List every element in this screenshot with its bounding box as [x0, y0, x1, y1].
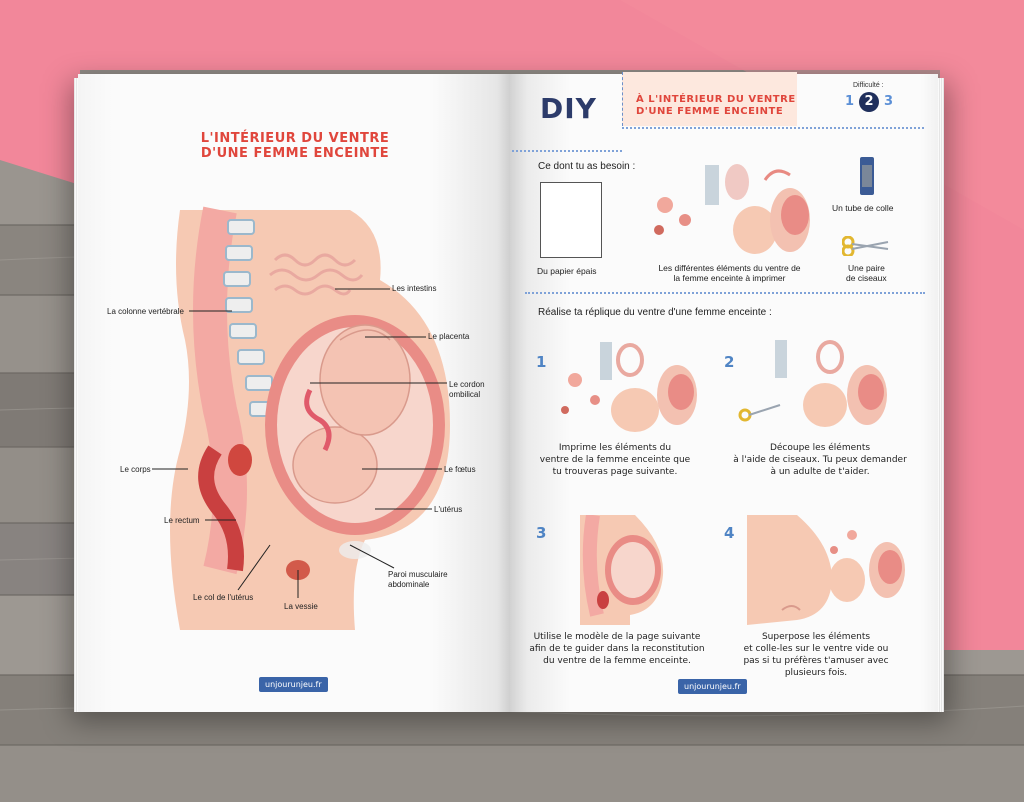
right-title-line-2: D'UNE FEMME ENCEINTE	[636, 106, 784, 117]
label-cordon-2: ombilical	[449, 390, 481, 399]
glue-tube-icon	[860, 157, 874, 195]
printable-elements-illustration	[645, 160, 815, 260]
step-1-line-1: Imprime les éléments du	[558, 443, 672, 453]
difficulty-level-3: 3	[884, 94, 894, 109]
site-tag-left[interactable]: unjourunjeu.fr	[259, 677, 328, 692]
label-corps: Le corps	[120, 465, 151, 474]
label-paroi-1: Paroi musculaire	[388, 570, 448, 579]
step-3-number: 3	[536, 524, 547, 542]
difficulty-label: Difficulté :	[853, 82, 884, 89]
step-3-line-3: du ventre de la femme enceinte.	[543, 656, 691, 666]
label-vessie: La vessie	[284, 602, 318, 611]
step-4-line-4: plusieurs fois.	[784, 668, 848, 678]
label-colonne: La colonne vertébrale	[107, 307, 184, 316]
left-title-line-2: D'UNE FEMME ENCEINTE	[200, 146, 390, 161]
needs-title: Ce dont tu as besoin :	[538, 161, 636, 172]
label-intestins: Les intestins	[392, 284, 437, 293]
step-4-line-1: Superpose les éléments	[761, 632, 871, 642]
label-cordon-1: Le cordon	[449, 380, 485, 389]
steps-title: Réalise ta réplique du ventre d'une femme enceinte :	[538, 307, 772, 318]
step-2-line-2: à l'aide de ciseaux. Tu peux demander	[733, 455, 907, 465]
step-4-number: 4	[724, 524, 735, 542]
label-foetus: Le fœtus	[444, 465, 476, 474]
step-1-number: 1	[536, 353, 547, 371]
needs-elements-2: la femme enceinte à imprimer	[673, 273, 786, 283]
right-title-line-1: À L'INTÉRIEUR DU VENTRE	[636, 94, 796, 105]
step-4-text	[726, 631, 906, 679]
needs-elements-1: Les différentes éléments du ventre de	[658, 263, 801, 273]
needs-paper: Du papier épais	[537, 266, 597, 276]
step-3-text	[522, 631, 712, 667]
dotted-divider-middle	[525, 292, 925, 294]
step-4-illustration	[742, 515, 912, 625]
dotted-divider-top-left	[512, 150, 622, 152]
needs-glue: Un tube de colle	[832, 203, 894, 213]
step-4-line-3: pas si tu préfères t'amuser avec	[743, 656, 889, 666]
step-3-illustration	[575, 515, 665, 625]
label-uterus: L'utérus	[434, 505, 463, 514]
dotted-divider-top-right	[622, 127, 924, 129]
step-1-line-3: tu trouveras page suivante.	[552, 467, 678, 477]
thick-paper-sample	[540, 182, 602, 258]
step-1-illustration	[555, 340, 705, 435]
label-placenta: Le placenta	[428, 332, 470, 341]
site-tag-right[interactable]: unjourunjeu.fr	[678, 679, 747, 694]
difficulty-level-1: 1	[845, 94, 855, 109]
label-col: Le col de l'utérus	[193, 593, 254, 602]
left-title-line-1: L'INTÉRIEUR DU VENTRE	[200, 131, 390, 146]
step-2-illustration	[735, 335, 895, 435]
right-page-title	[636, 94, 796, 118]
step-1-line-2: ventre de la femme enceinte que	[539, 455, 691, 465]
step-2-text	[730, 442, 910, 478]
diy-heading: DIY	[540, 92, 597, 125]
needs-scissors-2: de ciseaux	[846, 273, 887, 283]
label-rectum: Le rectum	[164, 516, 200, 525]
step-2-number: 2	[724, 353, 735, 371]
difficulty-level-2-active: 2	[859, 92, 879, 112]
step-2-line-1: Découpe les éléments	[769, 443, 871, 453]
step-2-line-3: à un adulte de t'aider.	[770, 467, 870, 477]
scissors-icon	[842, 236, 890, 256]
step-3-line-1: Utilise le modèle de la page suivante	[533, 632, 701, 642]
label-paroi-2: abdominale	[388, 580, 430, 589]
needs-scissors-1: Une paire	[848, 263, 885, 273]
step-3-line-2: afin de te guider dans la reconstitution	[529, 644, 705, 654]
step-4-line-2: et colle-les sur le ventre vide ou	[743, 644, 889, 654]
step-1-text	[530, 442, 700, 478]
